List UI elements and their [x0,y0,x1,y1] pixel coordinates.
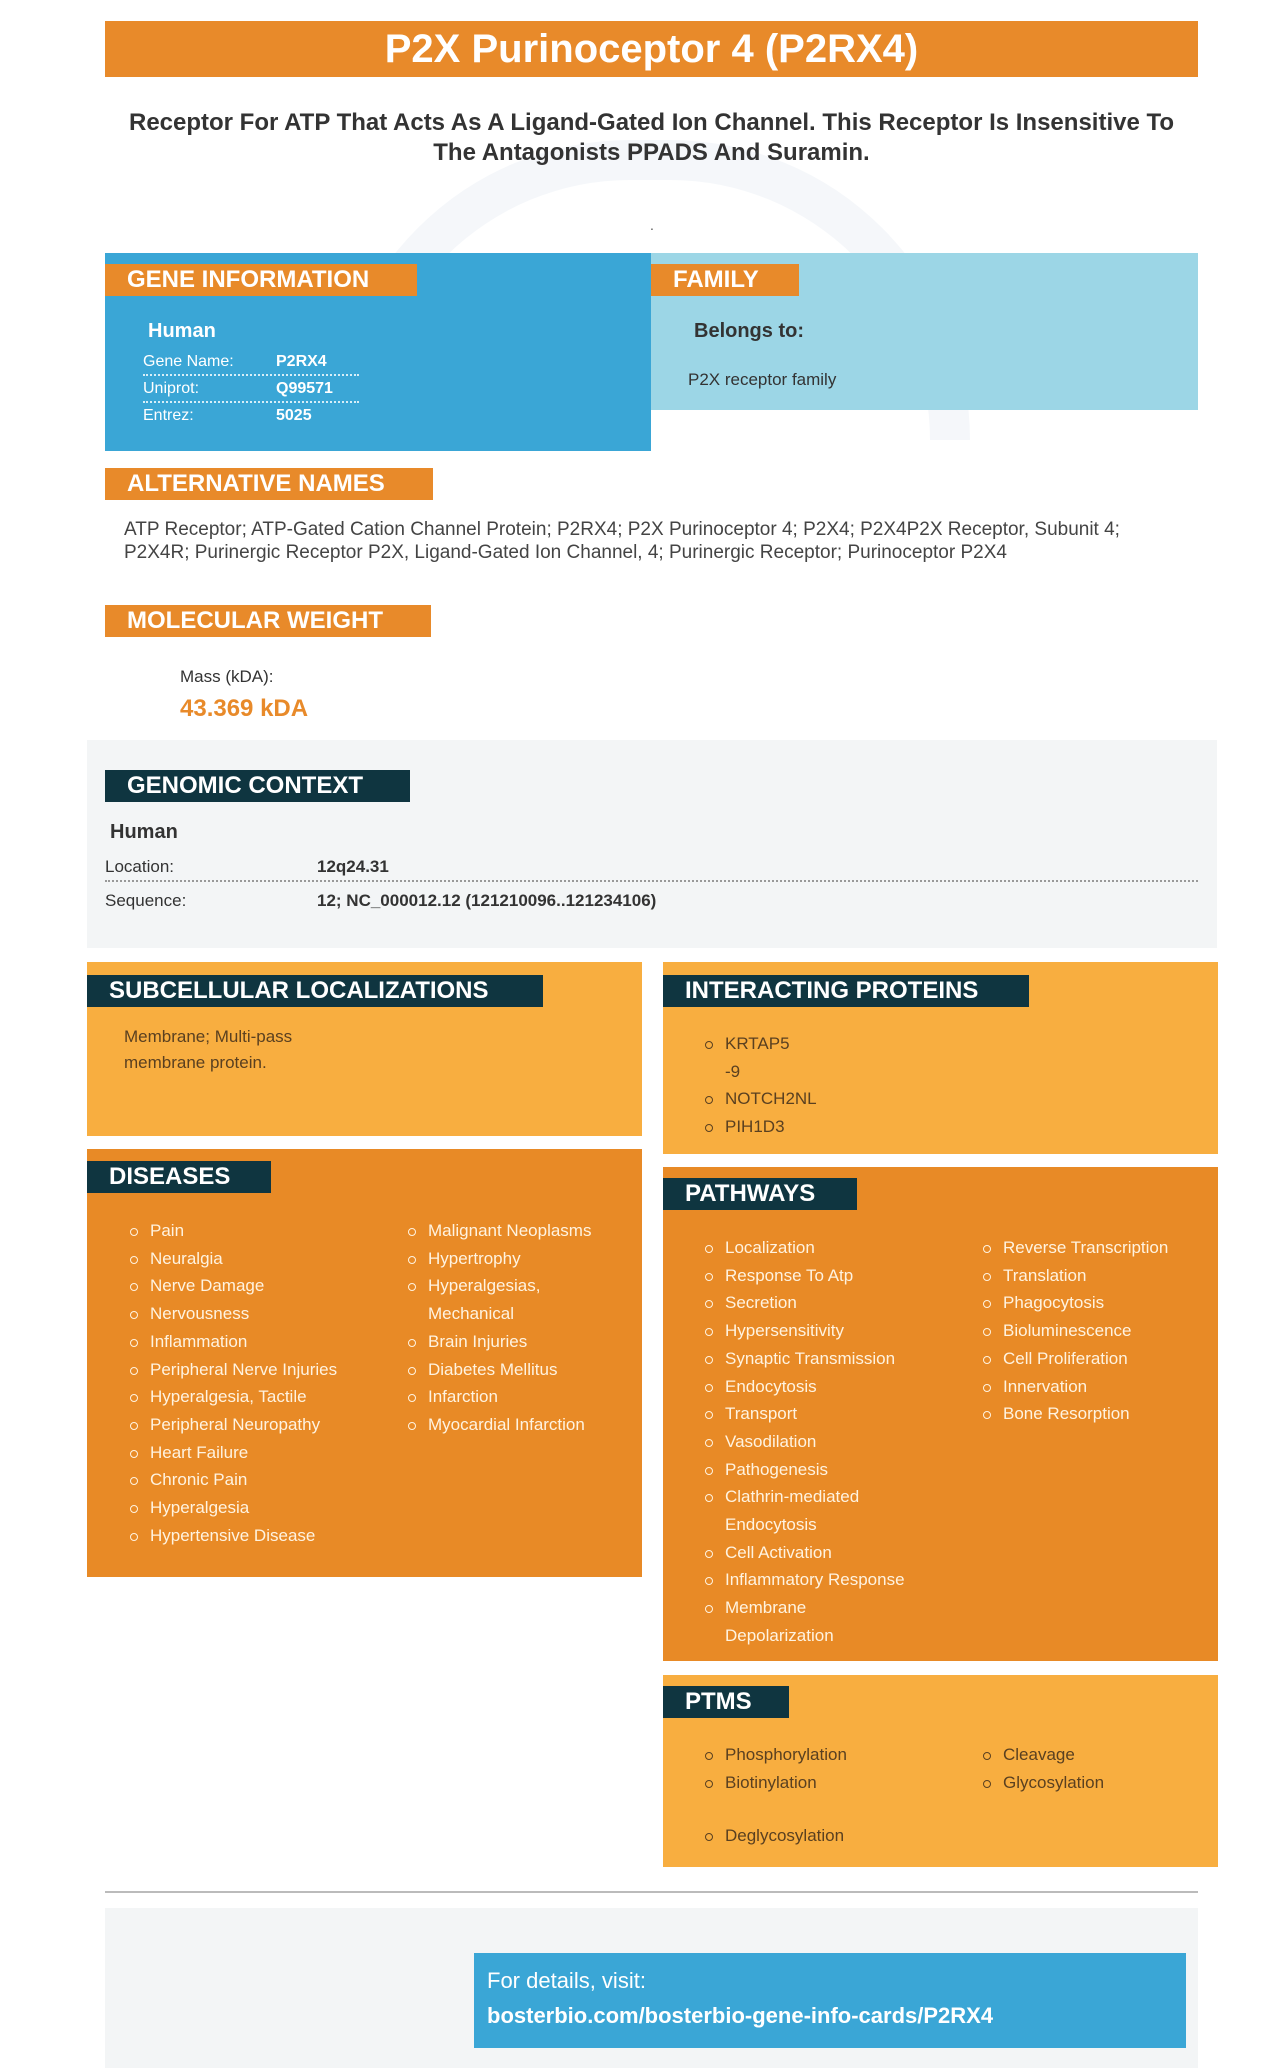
ptms-list-col1 [705,1741,935,1796]
footer-divider [105,1891,1198,1893]
subcellular-heading: SUBCELLULAR LOCALIZATIONS [87,975,543,1007]
list-item: Neuralgia [130,1245,400,1273]
ptms-list-col2 [983,1741,1213,1796]
list-item: Biotinylation [705,1769,935,1797]
list-item: Hypertensive Disease [130,1522,400,1550]
alternative-names-heading: ALTERNATIVE NAMES [105,468,433,500]
list-item: Cell Activation [705,1539,935,1567]
list-item: KRTAP5-9 [705,1030,795,1085]
interacting-proteins-list [705,1030,825,1141]
list-item: Vasodilation [705,1428,935,1456]
gene-species: Human [148,320,216,342]
list-item: Chronic Pain [130,1466,400,1494]
list-item: Hypersensitivity [705,1317,935,1345]
gene-row-label: Gene Name: [143,353,234,370]
gene-row-label: Entrez: [143,407,194,424]
family-value: P2X receptor family [688,370,837,389]
gene-row-name [143,349,359,376]
mass-label: Mass (kDA): [180,667,274,686]
pathways-list-col1 [705,1234,935,1650]
list-item: Bone Resorption [983,1400,1213,1428]
list-item: Infarction [408,1383,628,1411]
list-item: Nerve Damage [130,1272,400,1300]
list-item: Brain Injuries [408,1328,628,1356]
genomic-row-sequence [105,886,1198,916]
list-item: Response To Atp [705,1262,935,1290]
list-item: NOTCH2NL [705,1085,825,1113]
list-item: Hyperalgesia, Tactile [130,1383,400,1411]
list-item: Cell Proliferation [983,1345,1213,1373]
list-item: Translation [983,1262,1213,1290]
list-item: Diabetes Mellitus [408,1356,628,1384]
interacting-proteins-heading: INTERACTING PROTEINS [663,975,1029,1007]
list-item: Phagocytosis [983,1289,1213,1317]
list-item: Clathrin-mediated Endocytosis [705,1483,865,1538]
list-item: Malignant Neoplasms [408,1217,628,1245]
list-item: Nervousness [130,1300,400,1328]
list-item: Peripheral Nerve Injuries [130,1356,400,1384]
list-item: Bioluminescence [983,1317,1213,1345]
list-item: Hyperalgesias, Mechanical [408,1272,558,1327]
details-intro: For details, visit: [487,1968,646,1993]
list-item: Transport [705,1400,935,1428]
list-item: Deglycosylation [705,1822,935,1850]
list-item: Secretion [705,1289,935,1317]
genomic-context-heading: GENOMIC CONTEXT [105,770,410,802]
genomic-row-value: 12; NC_000012.12 (121210096..121234106) [317,891,657,910]
subcellular-text: Membrane; Multi-pass membrane protein. [124,1027,293,1072]
list-item: Phosphorylation [705,1741,935,1769]
subtitle-dot: . [650,217,654,233]
pathways-heading: PATHWAYS [663,1178,857,1210]
list-item: PIH1D3 [705,1113,825,1141]
page-title: P2X Purinoceptor 4 (P2RX4) [105,21,1198,77]
gene-row-entrez [143,403,359,430]
gene-row-uniprot [143,376,359,403]
details-link[interactable]: bosterbio.com/bosterbio-gene-info-cards/P2RX4 [487,2003,994,2028]
list-item: Inflammatory Response [705,1566,935,1594]
ptms-heading: PTMS [663,1686,789,1718]
list-item: Synaptic Transmission [705,1345,935,1373]
genomic-row-label: Location: [105,857,174,876]
family-heading: FAMILY [651,264,799,296]
genomic-row-value: 12q24.31 [317,857,389,876]
diseases-heading: DISEASES [87,1161,271,1193]
gene-row-label: Uniprot: [143,380,200,397]
genomic-row-location [105,852,1198,882]
pathways-list-col2 [983,1234,1213,1428]
list-item: Peripheral Neuropathy [130,1411,400,1439]
family-belongs-label: Belongs to: [694,320,804,342]
gene-row-value: Q99571 [276,380,333,397]
mass-value: 43.369 kDA [180,695,309,722]
diseases-list-col1 [130,1217,400,1549]
list-item: Localization [705,1234,935,1262]
list-item: Reverse Transcription [983,1234,1213,1262]
list-item: Pathogenesis [705,1456,935,1484]
alternative-names-text: ATP Receptor; ATP-Gated Cation Channel Protein; P2RX4; P2X Purinoceptor 4; P2X4; P2X4P2X Receptor, Subunit 4; P2X4R; Purinergic Receptor P2X, Ligand-Gated Ion Channel, 4; Purinergic Receptor; Purinoceptor P2X4 [124,519,1120,563]
gene-row-value: 5025 [276,407,312,424]
list-item: Hyperalgesia [130,1494,400,1522]
page-subtitle: Receptor For ATP That Acts As A Ligand-Gated Ion Channel. This Receptor Is Insensitive To The Antagonists PPADS And Suramin. [128,109,1175,166]
molecular-weight-heading: MOLECULAR WEIGHT [105,605,431,637]
ptms-list-col3 [705,1822,935,1850]
gene-info-heading: GENE INFORMATION [105,264,417,296]
genomic-species: Human [110,821,178,843]
list-item: Endocytosis [705,1373,935,1401]
list-item: Inflammation [130,1328,400,1356]
list-item: Cleavage [983,1741,1213,1769]
list-item: Pain [130,1217,400,1245]
list-item: Hypertrophy [408,1245,628,1273]
list-item: Glycosylation [983,1769,1213,1797]
genomic-row-label: Sequence: [105,891,187,910]
diseases-list-col2 [408,1217,628,1439]
list-item: Myocardial Infarction [408,1411,628,1439]
list-item: Heart Failure [130,1439,400,1467]
list-item: Innervation [983,1373,1213,1401]
list-item: Membrane Depolarization [705,1594,845,1649]
gene-row-value: P2RX4 [276,353,327,370]
